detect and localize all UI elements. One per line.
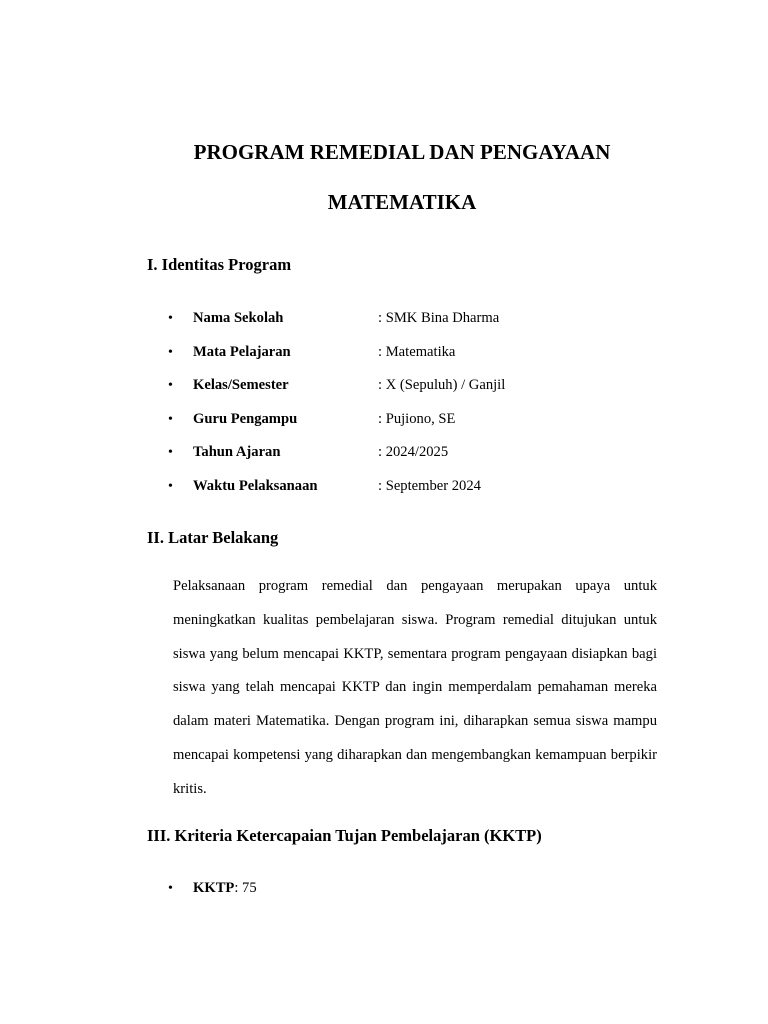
field-value: : X (Sepuluh) / Ganjil	[378, 377, 506, 394]
identity-list	[168, 311, 505, 513]
field-value: : SMK Bina Dharma	[378, 310, 500, 326]
list-item	[168, 881, 257, 896]
field-value: : 75	[234, 880, 257, 896]
field-label: Nama Sekolah	[193, 310, 284, 326]
list-item	[168, 345, 505, 379]
field-label: Mata Pelajaran	[193, 343, 291, 360]
field-label: Waktu Pelaksanaan	[193, 477, 318, 494]
list-item	[168, 479, 505, 513]
field-label: Tahun Ajaran	[193, 444, 281, 461]
list-item	[168, 445, 505, 479]
bullet-icon: •	[168, 311, 173, 326]
bullet-icon: •	[168, 378, 173, 394]
document-title-subject: MATEMATIKA	[327, 190, 477, 214]
list-item	[168, 378, 505, 412]
bullet-icon: •	[168, 478, 173, 494]
list-item	[168, 412, 505, 446]
section-heading-latar-belakang: II. Latar Belakang	[147, 528, 279, 547]
kktp-list	[168, 881, 257, 896]
background-paragraph: Pelaksanaan program remedial dan pengayaan merupakan upaya untuk meningkatkan kualitas pembelajaran siswa. Program remedial ditujukan untuk siswa yang belum mencapai KKTP, sementara program pengayaan disiapkan bagi siswa yang telah mencapai KKTP dan ingin memperdalam pemahaman mereka dalam materi Matematika. Dengan program ini, diharapkan semua siswa mampu mencapai kompetensi yang diharapkan dan mengembangkan kemampuan berpikir kritis.	[173, 578, 657, 797]
bullet-icon: •	[168, 445, 173, 461]
section-heading-kktp: III. Kriteria Ketercapaian Tujan Pembelajaran (KKTP)	[147, 826, 542, 845]
field-value: : 2024/2025	[378, 444, 449, 461]
bullet-icon: •	[168, 881, 173, 896]
list-item	[168, 311, 505, 345]
bullet-icon: •	[168, 344, 173, 360]
field-value: : Matematika	[378, 343, 456, 360]
field-value: : Pujiono, SE	[378, 410, 456, 427]
section-heading-identitas: I. Identitas Program	[147, 255, 292, 274]
field-label: Guru Pengampu	[193, 410, 298, 427]
field-value: : September 2024	[378, 477, 481, 494]
field-label: Kelas/Semester	[193, 377, 289, 394]
document-title: PROGRAM REMEDIAL DAN PENGAYAAN	[193, 140, 611, 164]
field-label: KKTP	[193, 880, 235, 896]
bullet-icon: •	[168, 411, 173, 427]
